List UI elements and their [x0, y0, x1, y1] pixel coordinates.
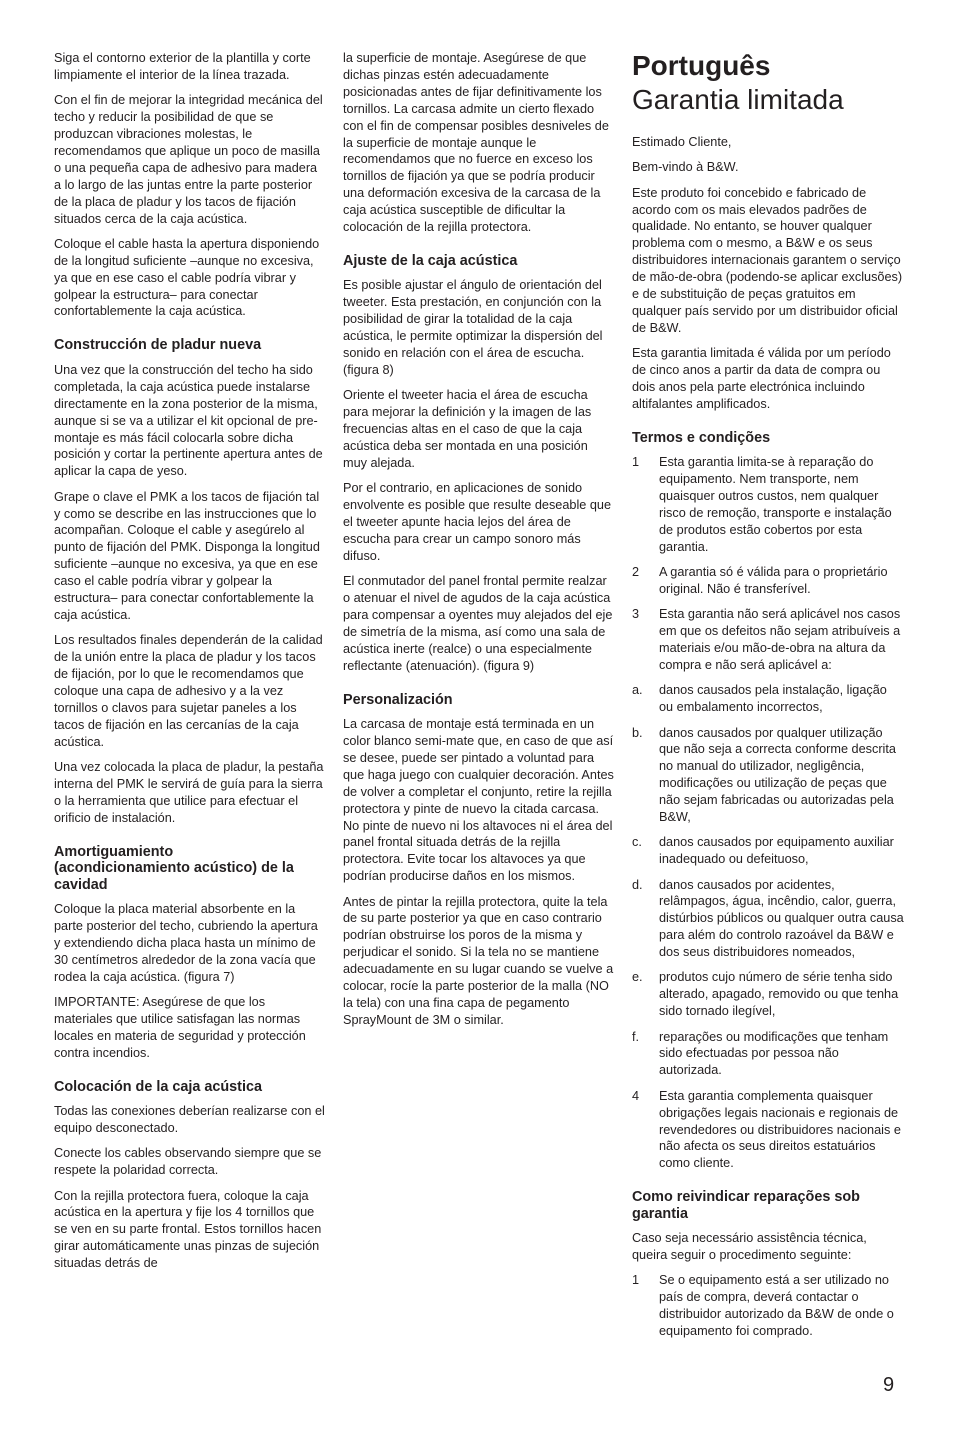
- page-title: Garantia limitada: [632, 84, 844, 115]
- paragraph: IMPORTANTE: Asegúrese de que los materiales que utilice satisfagan las normas locales en materia de seguridad y protección contra incendios.: [54, 995, 306, 1060]
- paragraph: Por el contrario, en aplicaciones de sonido envolvente es posible que resulte deseable que el tweeter apunte hacia lejos del área de escucha para crear un campo sonoro más difuso.: [343, 481, 612, 563]
- paragraph: Coloque el cable hasta la apertura disponiendo de la longitud suficiente –aunque no excesiva, ya que en ese caso el cable podría vibrar y golpear la estructura– para conectar confortablemente la caja acústica.: [54, 236, 320, 319]
- paragraph: Es posible ajustar el ángulo de orientación del tweeter. Esta prestación, en conjunción con la posibilidad de girar la totalidad de la caja acústica, le permite optimizar la dispersión del sonido en relación con el área de escucha. (figura 8): [343, 278, 603, 377]
- list-marker: 3: [632, 607, 640, 622]
- section-heading-colocacion: Colocación de la caja acústica: [54, 1078, 262, 1095]
- list-item: [632, 1029, 904, 1080]
- list-item-text: danos causados por qualquer utilização que não seja a correcta conforme descrita no manual do utilizador, negligência, modificações ou utilização de peças que não sejam fabricadas ou autorizadas pela B&W,: [659, 725, 896, 825]
- section-heading-construccion: Construcción de pladur nueva: [54, 337, 262, 354]
- list-item: [632, 725, 904, 826]
- paragraph: Conecte los cables observando siempre que se respete la polaridad correcta.: [54, 1146, 322, 1178]
- column-2: [343, 50, 615, 1037]
- list-marker: c.: [632, 835, 642, 850]
- paragraph: Grape o clave el PMK a los tacos de fijación tal y como se describe en las instrucciones que lo acompañan. Coloque el cable y asegúrelo al punto de fijación del PMK. Disponga la longitud suficiente –aunque no excesiva, ya que en ese caso el cable podría vibrar y golpear la estructura– para conectar confortablemente la caja acústica.: [54, 489, 320, 622]
- section-heading-termos: Termos e condições: [632, 429, 771, 446]
- list-item: [632, 1272, 904, 1340]
- section-heading-reivindicar: Como reivindicar reparações sob garantia: [632, 1189, 860, 1222]
- list-item: [632, 969, 904, 1020]
- list-marker: d.: [632, 877, 643, 892]
- paragraph: Este produto foi concebido e fabricado de acordo com os mais elevados padrões de qualidade. No entanto, se houver qualquer problema com o mesmo, a B&W e os seus distribuidores internacionais garantem o serviço de mão-de-obra (podendo-se aplicar exclusões) e de substituição de peças gratuitos em qualquer país servido por um distribuidor oficial de B&W.: [632, 185, 903, 335]
- list-item-text: danos causados pela instalação, ligação ou embalamento incorrectos,: [659, 683, 887, 715]
- paragraph: Una vez que la construcción del techo ha sido completada, la caja acústica puede instalarse directamente en la zona posterior de la misma, aunque si se va a utilizar el kit opcional de pre-montaje es más fácil colocarla sobre dicha posición y cortar la pertinente apertura antes de aplicar la capa de yeso.: [54, 362, 323, 479]
- list-item: [632, 1088, 904, 1173]
- paragraph: Antes de pintar la rejilla protectora, quite la tela de su parte posterior ya que en caso contrario podrían obstruirse los poros de la misma y perjudicar el sonido. Si la tela no se mantiene adecuadamente en su lugar cuando se vuelve a colocar, rocíe la parte posterior de la malla (NO la tela) con una fina capa de pegamento SprayMount de 3M o similar.: [343, 894, 614, 1027]
- column-1: [54, 50, 326, 1280]
- language-heading: Português: [632, 50, 771, 81]
- list-item: [632, 682, 904, 716]
- list-item: [632, 877, 904, 962]
- section-heading-personalizacion: Personalización: [343, 691, 453, 708]
- paragraph: Coloque la placa material absorbente en la parte posterior del techo, cubriendo la apertura y extendiendo dicha placa hasta un mínimo de 30 centímetros alrededor de la zona vacía que rodea la caja acústica. (figura 7): [54, 902, 318, 984]
- paragraph: Estimado Cliente,: [632, 135, 732, 149]
- paragraph: Con el fin de mejorar la integridad mecánica del techo y reducir la posibilidad de que se produzcan vibraciones molestas, le recomendamos que aplique un poco de masilla o una pequeña capa de adhesivo para madera a lo largo de las juntas entre la parte posterior de la placa de pladur y los tacos de fijación situados cerca de la caja acústica.: [54, 93, 323, 226]
- list-marker: b.: [632, 725, 643, 740]
- list-item: [632, 454, 904, 555]
- paragraph: Todas las conexiones deberían realizarse con el equipo desconectado.: [54, 1104, 325, 1136]
- list-item-text: reparações ou modificações que tenham sido efectuadas por pessoa não autorizada.: [659, 1029, 889, 1078]
- list-item-text: produtos cujo número de série tenha sido alterado, apagado, removido ou que tenha sido tornado ilegível,: [659, 970, 899, 1019]
- paragraph: Bem-vindo à B&W.: [632, 160, 739, 175]
- list-marker: 4: [632, 1088, 640, 1103]
- list-item: [632, 834, 904, 868]
- list-item-text: Esta garantia não será aplicável nos casos em que os defeitos não sejam atribuíveis a materiais e/ou mão-de-obra na altura da compra e não será aplicável a:: [659, 607, 901, 673]
- paragraph: Esta garantia limitada é válida por um período de cinco anos a partir da data de compra ou dois anos pela parte electrónica incluindo altifalantes amplificados.: [632, 346, 891, 411]
- paragraph: Los resultados finales dependerán de la calidad de la unión entre la placa de pladur y los tacos de fijación, por lo que le recomendamos que coloque una capa de adhesivo y a la vez tornillos o clavos para sujetar paneles a los tacos de fijación en las cercanías de la caja acústica.: [54, 633, 323, 749]
- column-3: [632, 50, 904, 1348]
- list-item-text: Esta garantia complementa quaisquer obrigações legais nacionais e regionais de revendedores ou distribuidores nacionais e não afecta os seus direitos estatuários como cliente.: [659, 1088, 901, 1171]
- list-marker: a.: [632, 683, 643, 698]
- paragraph: Una vez colocada la placa de pladur, la pestaña interna del PMK le servirá de guía para la sierra o la herramienta que utilice para efectuar el orificio de instalación.: [54, 759, 324, 825]
- paragraph: El conmutador del panel frontal permite realzar o atenuar el nivel de agudos de la caja acústica para compensar a oyentes muy alejados del eje de simetría de la misma, así como una sala de acústica inerte (realce) o una especialmente reflectante (atenuación). (figura 9): [343, 574, 613, 673]
- list-marker: 1: [632, 1273, 640, 1288]
- paragraph: Caso seja necessário assistência técnica, queira seguir o procedimento seguinte:: [632, 1231, 867, 1263]
- list-marker: e.: [632, 970, 643, 985]
- list-item: [632, 564, 904, 598]
- paragraph: Oriente el tweeter hacia el área de escucha para mejorar la definición y la imagen de las frecuencias altas en el caso de que la caja acústica deba ser montada en una posición muy alejada.: [343, 388, 592, 470]
- paragraph: Siga el contorno exterior de la plantilla y corte limpiamente el interior de la línea trazada.: [54, 51, 311, 82]
- list-marker: 1: [632, 455, 640, 470]
- page-number: 9: [883, 1374, 895, 1396]
- terms-list: [632, 454, 904, 1172]
- list-marker: 2: [632, 565, 640, 580]
- list-item-text: danos causados por acidentes, relâmpagos, água, incêndio, calor, guerra, distúrbios públicos ou qualquer outra causa para além do controlo razoável da B&W e dos seus distribuidores nomeados,: [659, 877, 904, 960]
- paragraph: Con la rejilla protectora fuera, coloque la caja acústica en la apertura y fije los 4 tornillos que se ven en su parte frontal. Estos tornillos hacen girar automáticamente unas pinzas de sujeción situadas detrás de: [54, 1188, 322, 1271]
- list-item-text: Esta garantia limita-se à reparação do equipamento. Nem transporte, nem quaisquer outros custos, nem qualquer risco de remoção, transporte e instalação de produtos estão cobertos por esta garantia.: [659, 455, 892, 554]
- paragraph: La carcasa de montaje está terminada en un color blanco semi-mate que, en caso de que así se desee, puede ser pintado a voluntad para que haga juego con cualquier decoración. Antes de volver a completar el conjunto, retire la rejilla protectora y pinte de nuevo la citada carcasa. No pinte de nuevo ni los altavoces ni el área del panel frontal situada detrás de la rejilla protectora. Evite tocar los altavoces ya que podrían producirse daños en los mismos.: [343, 717, 614, 884]
- steps-list: [632, 1272, 904, 1340]
- section-heading-ajuste: Ajuste de la caja acústica: [343, 252, 518, 269]
- list-item-text: danos causados por equipamento auxiliar inadequado ou defeituoso,: [659, 835, 894, 867]
- list-item-text: A garantia só é válida para o proprietário original. Não é transferível.: [659, 565, 888, 596]
- list-item-text: Se o equipamento está a ser utilizado no país de compra, deverá contactar o distribuidor autorizado da B&W de onde o equipamento foi comprado.: [659, 1273, 894, 1339]
- list-marker: f.: [632, 1029, 640, 1044]
- list-item: [632, 606, 904, 674]
- section-heading-amortiguamiento: Amortiguamiento (acondicionamiento acústico) de la cavidad: [54, 843, 294, 893]
- paragraph: la superficie de montaje. Asegúrese de que dichas pinzas estén adecuadamente posicionadas antes de fijar definitivamente los tornillos. La carcasa admite un cierto flexado con el fin de compensar posibles desniveles de la superficie de montaje aunque le recomendamos que no fuerce en exceso los tornillos de fijación ya que se podría producir una deformación excesiva de la carcasa de la caja acústica susceptible de dificultar la colocación de la rejilla protectora.: [343, 51, 609, 235]
